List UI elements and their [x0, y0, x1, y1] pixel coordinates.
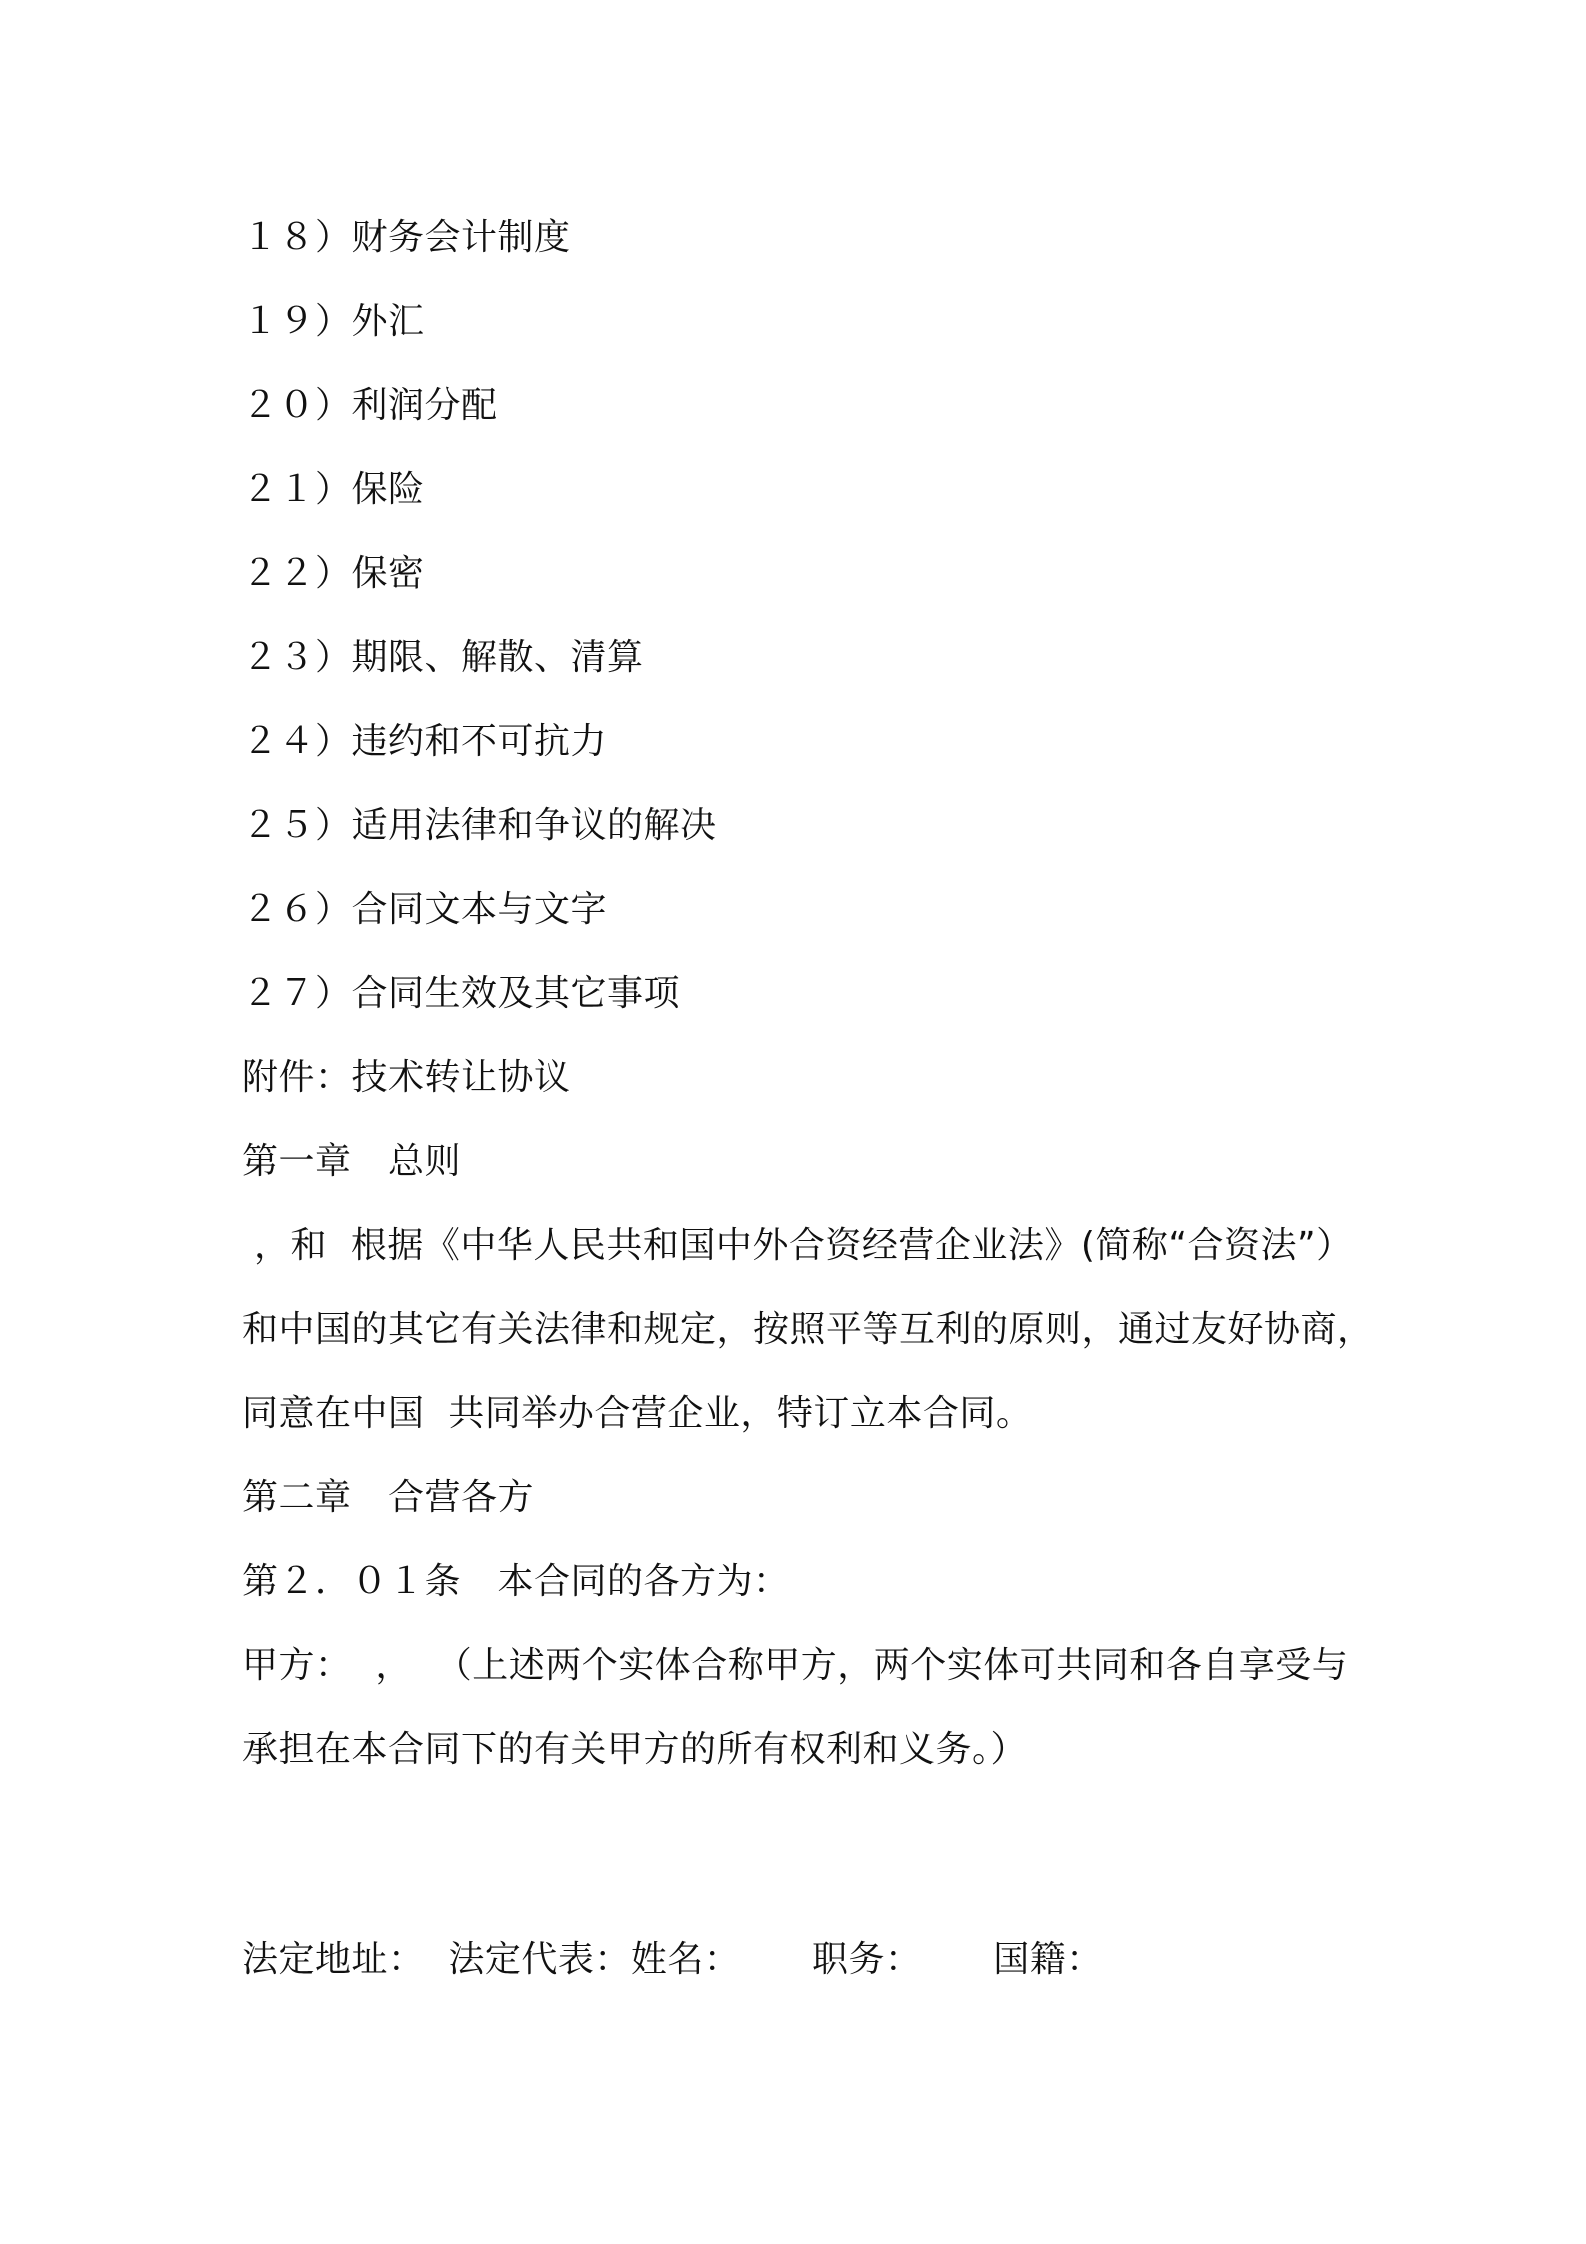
list-item: １９）外汇	[242, 301, 425, 342]
list-item: １８）财务会计制度	[242, 217, 571, 258]
legal-info-line: 法定地址： 法定代表：姓名： 职务： 国籍：	[242, 1939, 1103, 1980]
list-item: ２２）保密	[242, 553, 425, 594]
list-item: ２３）期限、解散、清算	[242, 637, 644, 678]
list-item: ２７）合同生效及其它事项	[242, 973, 681, 1014]
party-a-line: 承担在本合同下的有关甲方的所有权利和义务。）	[242, 1729, 1028, 1770]
blank-space	[242, 1792, 1362, 1918]
list-item: ２５）适用法律和争议的解决	[242, 805, 717, 846]
list-item: ２１）保险	[242, 469, 425, 510]
chapter-2-heading: 第二章 合营各方	[242, 1477, 535, 1518]
list-item: ２６）合同文本与文字	[242, 889, 608, 930]
chapter-1-paragraph-line: ，和 根据《中华人民共和国中外合资经营企业法》(简称“合资法”）	[242, 1225, 1353, 1266]
attachment-line: 附件：技术转让协议	[242, 1057, 571, 1098]
document-body	[242, 196, 1374, 2002]
list-item: ２４）违约和不可抗力	[242, 721, 608, 762]
party-a-line: 甲方： ， （上述两个实体合称甲方，两个实体可共同和各自享受与	[242, 1645, 1349, 1686]
chapter-1-heading: 第一章 总则	[242, 1141, 462, 1182]
chapter-1-paragraph-line: 和中国的其它有关法律和规定，按照平等互利的原则，通过友好协商，	[242, 1309, 1374, 1350]
list-item: ２０）利润分配	[242, 385, 498, 426]
chapter-1-paragraph-line: 同意在中国 共同举办合营企业，特订立本合同。	[242, 1393, 1033, 1434]
article-2-01: 第２．０１条 本合同的各方为：	[242, 1561, 790, 1602]
